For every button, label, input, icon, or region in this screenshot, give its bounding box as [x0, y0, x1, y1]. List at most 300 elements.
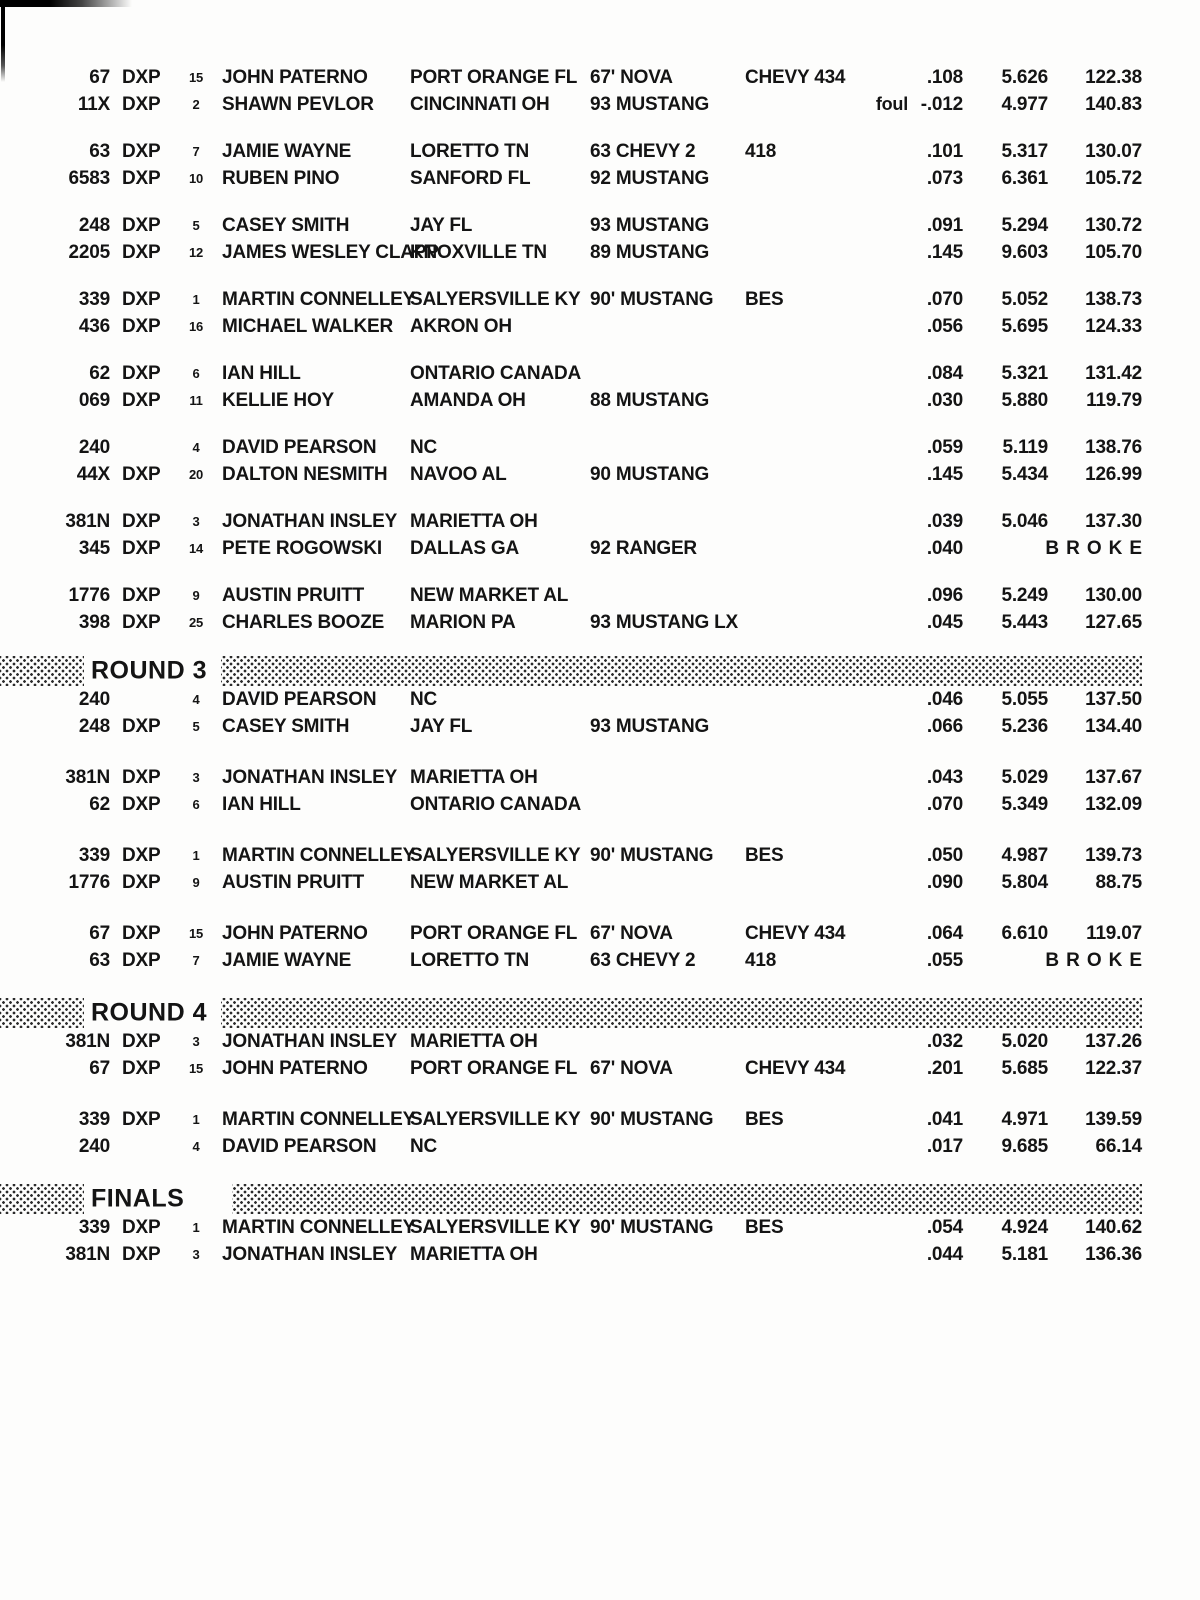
round-divider-band [0, 656, 1142, 686]
round-label: ROUND 4 [84, 996, 221, 1031]
engine-cell [740, 869, 828, 896]
elapsed-time-cell: 5.804 [1001, 872, 1048, 893]
reaction-time-cell: .108 [926, 67, 963, 88]
racer-row [0, 1106, 1142, 1133]
vehicle-cell [585, 869, 740, 896]
reaction-time-cell: .045 [926, 612, 963, 633]
speed-cell: 126.99 [1085, 464, 1142, 485]
hometown-cell: MARION PA [410, 612, 516, 633]
speed-cell: 122.37 [1085, 1058, 1142, 1079]
hometown-cell: PORT ORANGE FL [410, 923, 578, 944]
driver-name-cell: JAMIE WAYNE [222, 950, 352, 971]
car-number-cell: 381N [65, 767, 110, 788]
qualifying-position-cell: 20 [188, 467, 204, 482]
qualifying-position-cell: 1 [192, 1112, 200, 1127]
foul-flag-cell [828, 461, 908, 488]
qualifying-position-cell: 7 [192, 953, 200, 968]
qualifying-position-cell: 9 [192, 588, 200, 603]
driver-name-cell: JOHN PATERNO [222, 923, 368, 944]
hometown-cell: PORT ORANGE FL [410, 67, 578, 88]
elapsed-time-cell: 5.294 [1001, 215, 1048, 236]
round-divider-band [0, 998, 1142, 1028]
engine-cell [740, 313, 828, 340]
car-number-cell: 67 [89, 1058, 110, 1079]
section-finals [0, 1184, 1142, 1268]
race-pairing [0, 286, 1142, 340]
driver-name-cell: DAVID PEARSON [222, 437, 377, 458]
car-number-cell: 63 [89, 141, 110, 162]
car-number-cell: 62 [89, 794, 110, 815]
race-pairing [0, 1028, 1142, 1082]
engine-cell [740, 91, 828, 118]
racer-row [0, 609, 1142, 636]
elapsed-time-cell: 5.321 [1001, 363, 1048, 384]
foul-flag-cell [828, 286, 908, 313]
racer-row [0, 582, 1142, 609]
elapsed-time-cell: 9.603 [1001, 242, 1048, 263]
engine-cell [740, 791, 828, 818]
elapsed-time-cell: 5.880 [1001, 390, 1048, 411]
vehicle-cell: 92 MUSTANG [590, 168, 710, 189]
foul-flag-cell [828, 947, 908, 974]
car-number-cell: 63 [89, 950, 110, 971]
car-number-cell: 2205 [68, 242, 110, 263]
class-cell [110, 686, 177, 713]
reaction-time-cell: .084 [926, 363, 963, 384]
speed-cell [1045, 947, 1149, 974]
class-cell: DXP [122, 1217, 161, 1238]
hometown-cell: NEW MARKET AL [410, 585, 569, 606]
vehicle-cell: 67' NOVA [590, 923, 673, 944]
car-number-cell: 67 [89, 923, 110, 944]
elapsed-time-cell: 5.249 [1001, 585, 1048, 606]
car-number-cell: 339 [78, 289, 110, 310]
racer-row [0, 713, 1142, 740]
qualifying-position-cell: 9 [192, 875, 200, 890]
engine-cell: 418 [745, 141, 777, 162]
racer-row [0, 842, 1142, 869]
elapsed-time-cell: 4.977 [1001, 94, 1048, 115]
engine-cell [740, 1028, 828, 1055]
driver-name-cell: JONATHAN INSLEY [222, 1031, 398, 1052]
engine-cell [740, 239, 828, 266]
hometown-cell: ONTARIO CANADA [410, 363, 582, 384]
racer-row [0, 387, 1142, 414]
elapsed-time-cell: 5.349 [1001, 794, 1048, 815]
vehicle-cell [585, 313, 740, 340]
elapsed-time-cell: 4.924 [1001, 1217, 1048, 1238]
speed-cell [1045, 535, 1149, 562]
class-cell: DXP [122, 767, 161, 788]
speed-cell: 138.73 [1085, 289, 1142, 310]
racer-row [0, 947, 1149, 974]
class-cell: DXP [122, 67, 161, 88]
vehicle-cell: 90' MUSTANG [590, 1109, 714, 1130]
qualifying-position-cell: 5 [192, 218, 200, 233]
racer-row [0, 1055, 1142, 1082]
driver-name-cell: MARTIN CONNELLEY [222, 1109, 416, 1130]
engine-cell [740, 1133, 828, 1160]
reaction-time-cell: .041 [926, 1109, 963, 1130]
car-number-cell: 1776 [68, 585, 110, 606]
car-number-cell: 6583 [68, 168, 110, 189]
elapsed-time-cell: 5.119 [1002, 437, 1048, 458]
hometown-cell: ONTARIO CANADA [410, 794, 582, 815]
vehicle-cell [585, 434, 740, 461]
round-label: FINALS [84, 1182, 232, 1217]
speed-cell: 119.79 [1086, 390, 1142, 411]
foul-flag-cell [828, 212, 908, 239]
hometown-cell: CINCINNATI OH [410, 94, 550, 115]
race-pairing [0, 360, 1142, 414]
driver-name-cell: SHAWN PEVLOR [222, 94, 374, 115]
reaction-time-cell: .073 [926, 168, 963, 189]
driver-name-cell: JONATHAN INSLEY [222, 767, 398, 788]
qualifying-position-cell: 4 [192, 692, 200, 707]
round-divider-band [0, 1184, 1142, 1214]
speed-cell: 134.40 [1085, 716, 1142, 737]
reaction-time-cell: .032 [926, 1031, 963, 1052]
reaction-time-cell: .064 [926, 923, 963, 944]
reaction-time-cell: .145 [926, 464, 963, 485]
elapsed-time-cell: 5.046 [1001, 511, 1048, 532]
speed-cell: 137.67 [1085, 767, 1142, 788]
vehicle-cell: 90' MUSTANG [590, 289, 714, 310]
driver-name-cell: JONATHAN INSLEY [222, 1244, 398, 1265]
engine-cell [740, 609, 828, 636]
vehicle-cell [585, 764, 740, 791]
reaction-time-cell: .096 [926, 585, 963, 606]
engine-cell [740, 434, 828, 461]
racer-row [0, 791, 1142, 818]
hometown-cell: SALYERSVILLE KY [410, 1109, 581, 1130]
speed-cell: 130.07 [1085, 141, 1142, 162]
hometown-cell: DALLAS GA [410, 538, 520, 559]
foul-flag-cell [828, 764, 908, 791]
driver-name-cell: AUSTIN PRUITT [222, 872, 365, 893]
car-number-cell: 345 [78, 538, 110, 559]
car-number-cell: 1776 [68, 872, 110, 893]
elapsed-time-cell: 6.361 [1001, 168, 1048, 189]
hometown-cell: MARIETTA OH [410, 767, 538, 788]
foul-flag-cell [828, 387, 908, 414]
reaction-time-cell: .090 [926, 872, 963, 893]
class-cell: DXP [122, 1058, 161, 1079]
foul-flag-cell [828, 434, 908, 461]
driver-name-cell: PETE ROGOWSKI [222, 538, 382, 559]
qualifying-position-cell: 1 [192, 292, 200, 307]
driver-name-cell: IAN HILL [222, 794, 301, 815]
car-number-cell: 339 [78, 1109, 110, 1130]
class-cell: DXP [122, 845, 161, 866]
vehicle-cell [585, 686, 740, 713]
race-pairing [0, 1214, 1142, 1268]
race-pairing [0, 764, 1142, 818]
racer-row [0, 1214, 1142, 1241]
engine-cell: CHEVY 434 [745, 67, 846, 88]
race-pairing [0, 1106, 1142, 1160]
car-number-cell: 339 [78, 1217, 110, 1238]
racer-row [0, 764, 1142, 791]
race-pairing [0, 920, 1149, 974]
round-label: ROUND 3 [84, 654, 221, 689]
class-cell: DXP [122, 950, 161, 971]
racer-row [0, 239, 1142, 266]
class-cell: DXP [122, 94, 161, 115]
engine-cell: BES [745, 1109, 784, 1130]
racer-row [0, 1133, 1142, 1160]
reaction-time-cell: .145 [926, 242, 963, 263]
engine-cell [740, 461, 828, 488]
driver-name-cell: DAVID PEARSON [222, 1136, 377, 1157]
driver-name-cell: JAMES WESLEY CLAPP [222, 242, 439, 263]
qualifying-position-cell: 2 [192, 97, 200, 112]
class-cell: DXP [122, 716, 161, 737]
broke-result: BROKE [1045, 538, 1149, 559]
vehicle-cell [585, 791, 740, 818]
hometown-cell: AMANDA OH [410, 390, 526, 411]
racer-row [0, 461, 1142, 488]
racer-row [0, 286, 1142, 313]
speed-cell: 88.75 [1095, 872, 1142, 893]
foul-flag-cell [828, 1028, 908, 1055]
speed-cell: 127.65 [1085, 612, 1142, 633]
vehicle-cell: 67' NOVA [590, 1058, 673, 1079]
vehicle-cell [585, 1241, 740, 1268]
foul-flag-cell [828, 165, 908, 192]
hometown-cell: LORETTO TN [410, 950, 530, 971]
vehicle-cell [585, 582, 740, 609]
class-cell: DXP [122, 1109, 161, 1130]
reaction-time-cell: .040 [926, 538, 963, 559]
vehicle-cell: 90' MUSTANG [590, 1217, 714, 1238]
qualifying-position-cell: 1 [192, 1220, 200, 1235]
reaction-time-cell: .101 [926, 141, 963, 162]
racer-row [0, 920, 1142, 947]
vehicle-cell: 67' NOVA [590, 67, 673, 88]
class-cell: DXP [122, 872, 161, 893]
speed-cell: 140.62 [1085, 1217, 1142, 1238]
speed-cell: 138.76 [1085, 437, 1142, 458]
elapsed-time-cell: 5.695 [1001, 316, 1048, 337]
qualifying-position-cell: 12 [188, 245, 204, 260]
class-cell: DXP [122, 363, 161, 384]
speed-cell: 122.38 [1085, 67, 1142, 88]
reaction-time-cell: .050 [926, 845, 963, 866]
elapsed-time-cell: 5.055 [1001, 689, 1048, 710]
engine-cell: CHEVY 434 [745, 1058, 846, 1079]
car-number-cell: 62 [89, 363, 110, 384]
elapsed-time-cell: 5.029 [1001, 767, 1048, 788]
qualifying-position-cell: 7 [192, 144, 200, 159]
driver-name-cell: KELLIE HOY [222, 390, 335, 411]
speed-cell: 131.42 [1085, 363, 1142, 384]
hometown-cell: PORT ORANGE FL [410, 1058, 578, 1079]
foul-flag-cell [828, 582, 908, 609]
class-cell: DXP [122, 141, 161, 162]
hometown-cell: SALYERSVILLE KY [410, 845, 581, 866]
hometown-cell: MARIETTA OH [410, 1244, 538, 1265]
vehicle-cell: 93 MUSTANG [590, 215, 710, 236]
class-cell: DXP [122, 390, 161, 411]
reaction-time-cell: .054 [926, 1217, 963, 1238]
vehicle-cell [585, 360, 740, 387]
vehicle-cell: 90 MUSTANG [590, 464, 710, 485]
car-number-cell: 069 [78, 390, 110, 411]
foul-flag-cell [828, 138, 908, 165]
foul-flag-cell [828, 920, 908, 947]
driver-name-cell: RUBEN PINO [222, 168, 340, 189]
foul-flag-cell [828, 791, 908, 818]
hometown-cell: SALYERSVILLE KY [410, 289, 581, 310]
class-cell [110, 434, 177, 461]
racer-row [0, 686, 1142, 713]
driver-name-cell: MARTIN CONNELLEY [222, 1217, 416, 1238]
elapsed-time-cell: 5.020 [1001, 1031, 1048, 1052]
engine-cell: 418 [745, 950, 777, 971]
hometown-cell: NC [410, 689, 438, 710]
engine-cell [740, 165, 828, 192]
driver-name-cell: CASEY SMITH [222, 716, 350, 737]
qualifying-position-cell: 4 [192, 1139, 200, 1154]
hometown-cell: AKRON OH [410, 316, 512, 337]
race-pairing [0, 582, 1142, 636]
race-pairing [0, 434, 1142, 488]
qualifying-position-cell: 25 [188, 615, 204, 630]
car-number-cell: 240 [78, 1136, 110, 1157]
engine-cell: BES [745, 1217, 784, 1238]
foul-flag-cell [828, 64, 908, 91]
elapsed-time-cell: 5.434 [1001, 464, 1048, 485]
class-cell: DXP [122, 215, 161, 236]
hometown-cell: NEW MARKET AL [410, 872, 569, 893]
qualifying-position-cell: 15 [188, 70, 204, 85]
qualifying-position-cell: 1 [192, 848, 200, 863]
hometown-cell: KNOXVILLE TN [410, 242, 547, 263]
engine-cell: BES [745, 845, 784, 866]
race-pairing [0, 64, 1142, 118]
foul-flag-cell [828, 842, 908, 869]
racer-row [0, 313, 1142, 340]
car-number-cell: 240 [78, 437, 110, 458]
car-number-cell: 398 [78, 612, 110, 633]
driver-name-cell: DALTON NESMITH [222, 464, 388, 485]
driver-name-cell: JAMIE WAYNE [222, 141, 352, 162]
qualifying-position-cell: 15 [188, 926, 204, 941]
engine-cell [740, 387, 828, 414]
qualifying-position-cell: 5 [192, 719, 200, 734]
qualifying-position-cell: 10 [188, 171, 204, 186]
car-number-cell: 11X [77, 94, 110, 115]
elapsed-time-cell: 9.685 [1001, 1136, 1048, 1157]
racer-row [0, 869, 1142, 896]
qualifying-position-cell: 3 [192, 514, 200, 529]
engine-cell: CHEVY 434 [745, 923, 846, 944]
race-pairing [0, 686, 1142, 740]
speed-cell: 136.36 [1085, 1244, 1142, 1265]
driver-name-cell: JONATHAN INSLEY [222, 511, 398, 532]
elapsed-time-cell: 5.626 [1001, 67, 1048, 88]
car-number-cell: 248 [78, 215, 110, 236]
qualifying-position-cell: 3 [192, 770, 200, 785]
hometown-cell: SALYERSVILLE KY [410, 1217, 581, 1238]
vehicle-cell: 88 MUSTANG [590, 390, 710, 411]
racer-row [0, 1241, 1142, 1268]
vehicle-cell [585, 1028, 740, 1055]
qualifying-position-cell: 16 [188, 319, 204, 334]
speed-cell: 105.70 [1085, 242, 1142, 263]
speed-cell: 124.33 [1085, 316, 1142, 337]
speed-cell: 130.72 [1085, 215, 1142, 236]
section-round-4 [0, 998, 1142, 1160]
vehicle-cell: 90' MUSTANG [590, 845, 714, 866]
foul-flag-cell [828, 535, 908, 562]
vehicle-cell: 89 MUSTANG [590, 242, 710, 263]
car-number-cell: 67 [89, 67, 110, 88]
speed-cell: 105.72 [1085, 168, 1142, 189]
driver-name-cell: DAVID PEARSON [222, 689, 377, 710]
engine-cell [740, 360, 828, 387]
foul-flag-cell [828, 1241, 908, 1268]
car-number-cell: 381N [65, 1031, 110, 1052]
reaction-time-cell: .017 [926, 1136, 963, 1157]
elapsed-time-cell [963, 947, 1048, 974]
elapsed-time-cell: 5.443 [1001, 612, 1048, 633]
speed-cell: 119.07 [1086, 923, 1142, 944]
driver-name-cell: CHARLES BOOZE [222, 612, 385, 633]
car-number-cell: 339 [78, 845, 110, 866]
foul-flag-cell [828, 713, 908, 740]
qualifying-position-cell: 6 [192, 366, 200, 381]
race-pairing [0, 508, 1149, 562]
car-number-cell: 240 [78, 689, 110, 710]
reaction-time-cell: .201 [926, 1058, 963, 1079]
reaction-time-cell: .039 [926, 511, 963, 532]
class-cell: DXP [122, 923, 161, 944]
reaction-time-cell: .059 [926, 437, 963, 458]
reaction-time-cell: .044 [926, 1244, 963, 1265]
speed-cell: 137.50 [1085, 689, 1142, 710]
reaction-time-cell: .043 [926, 767, 963, 788]
engine-cell [740, 1241, 828, 1268]
foul-flag-cell [828, 1214, 908, 1241]
engine-cell [740, 764, 828, 791]
racer-row [0, 64, 1142, 91]
elapsed-time-cell: 5.317 [1001, 141, 1048, 162]
hometown-cell: NC [410, 1136, 438, 1157]
vehicle-cell: 92 RANGER [590, 538, 697, 559]
class-cell: DXP [122, 168, 161, 189]
racer-row [0, 434, 1142, 461]
car-number-cell: 44X [76, 464, 110, 485]
racer-row [0, 138, 1142, 165]
engine-cell [740, 508, 828, 535]
vehicle-cell: 63 CHEVY 2 [590, 141, 696, 162]
class-cell: DXP [122, 538, 161, 559]
racer-row [0, 535, 1149, 562]
hometown-cell: SANFORD FL [410, 168, 531, 189]
hometown-cell: JAY FL [410, 716, 473, 737]
racer-row [0, 91, 1142, 118]
speed-cell: 132.09 [1085, 794, 1142, 815]
elapsed-time-cell: 4.987 [1001, 845, 1048, 866]
foul-flag-cell [828, 609, 908, 636]
racer-row [0, 360, 1142, 387]
driver-name-cell: MICHAEL WALKER [222, 316, 394, 337]
reaction-time-cell: .030 [926, 390, 963, 411]
broke-result: BROKE [1045, 950, 1149, 971]
racer-row [0, 212, 1142, 239]
